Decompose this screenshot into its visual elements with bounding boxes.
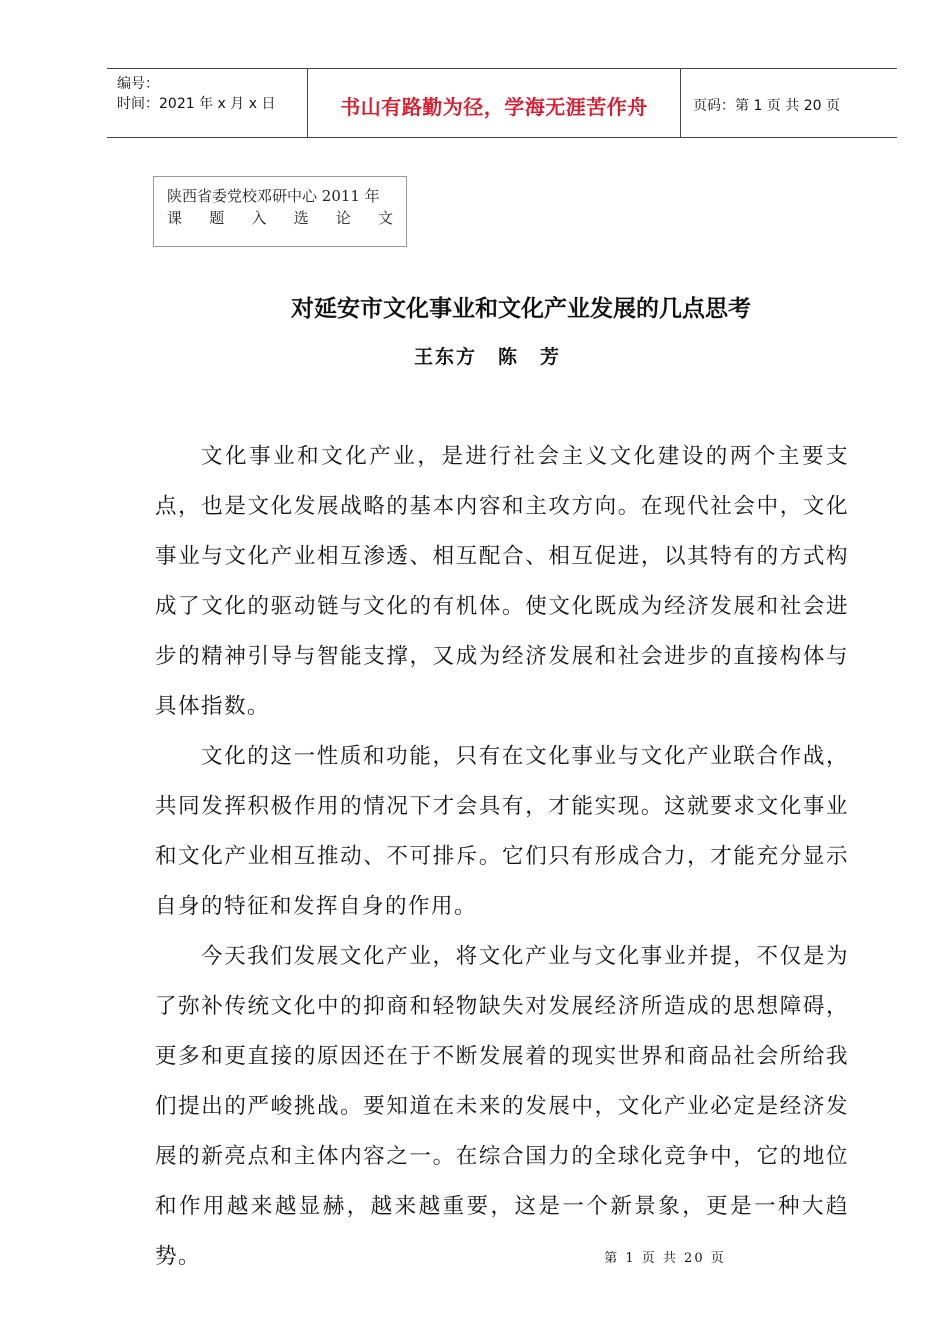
source-note-line2 xyxy=(167,207,393,228)
header-page-cell xyxy=(681,69,897,137)
source-note-char: 课 xyxy=(167,209,183,227)
source-note-box xyxy=(153,176,407,247)
source-note-char: 论 xyxy=(335,209,351,227)
header-motto: 书山有路勤为径，学海无涯苦作舟 xyxy=(340,95,648,119)
header-page-number: 页码：第 1 页 共 20 页 xyxy=(693,98,840,114)
body-paragraph: 今天我们发展文化产业，将文化产业与文化事业并提，不仅是为了弥补传统文化中的抑商和轻物缺失对发展经济所造成的思想障碍，更多和更直接的原因还在于不断发展着的现实世界和商品社会所给我们提出的严峻挑战。要知道在未来的发展中，文化产业必定是经济发展的新亮点和主体内容之一。在综合国力的全球化竞争中，它的地位和作用越来越显赫，越来越重要，这是一个新景象，更是一种大趋势。 xyxy=(155,944,849,1269)
page-header xyxy=(107,68,897,138)
source-note-line1: 陕西省委党校邓研中心 2011 年 xyxy=(167,187,380,205)
page-footer: 第 1 页 共 20 页 xyxy=(604,1251,726,1266)
source-note-char: 入 xyxy=(251,209,267,227)
source-note-char: 文 xyxy=(377,209,393,227)
body-paragraph: 文化的这一性质和功能，只有在文化事业与文化产业联合作战，共同发挥积极作用的情况下才会具有，才能实现。这就要求文化事业和文化产业相互推动、不可排斥。它们只有形成合力，才能充分显示自身的特征和发挥自身的作用。 xyxy=(155,744,849,919)
article-title: 对延安市文化事业和文化产业发展的几点思考 xyxy=(291,295,751,322)
header-meta-cell xyxy=(107,69,308,137)
header-motto-cell xyxy=(308,69,681,137)
article-authors: 王东方 陈 芳 xyxy=(413,346,561,368)
source-note-char: 选 xyxy=(293,209,309,227)
body-paragraph: 文化事业和文化产业，是进行社会主义文化建设的两个主要支点，也是文化发展战略的基本内容和主攻方向。在现代社会中，文化事业与文化产业相互渗透、相互配合、相互促进，以其特有的方式构成了文化的驱动链与文化的有机体。使文化既成为经济发展和社会进步的精神引导与智能支撑，又成为经济发展和社会进步的直接构体与具体指数。 xyxy=(155,444,849,719)
document-number-label: 编号： xyxy=(117,76,159,92)
article-body xyxy=(155,432,849,1282)
source-note-char: 题 xyxy=(209,209,225,227)
document-date-label: 时间：2021 年 x 月 x 日 xyxy=(117,96,276,112)
